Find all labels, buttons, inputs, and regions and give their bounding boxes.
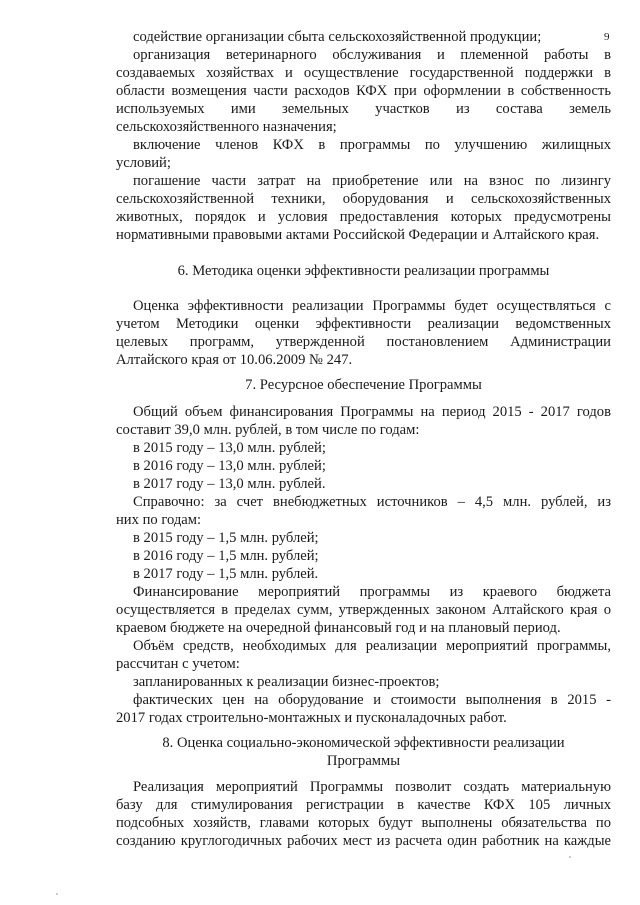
text-line: Общий объем финансирования Программы на период 2015 - 2017 годов	[133, 404, 611, 420]
text-line: в 2017 году – 13,0 млн. рублей.	[133, 476, 326, 492]
text-line: 2017 годах строительно-монтажных и пусконаладочных работ.	[116, 710, 507, 726]
section-heading: Программы	[326, 753, 401, 769]
text-line: в 2017 году – 1,5 млн. рублей.	[133, 566, 319, 582]
text-line: сельскохозяйственной техники, оборудования и сельскохозяйственных	[116, 191, 611, 207]
text-line: включение членов КФХ в программы по улучшению жилищных	[133, 137, 611, 153]
text-line: составит 39,0 млн. рублей, в том числе по годам:	[116, 422, 420, 438]
text-line: содействие организации сбыта сельскохозяйственной продукции;	[133, 29, 542, 45]
text-line: создаваемых хозяйствах и осуществление государственной поддержки в	[116, 65, 611, 81]
text-line: созданию круглогодичных рабочих мест из расчета один работник на каждые	[116, 833, 611, 849]
text-line: рассчитан с учетом:	[116, 656, 240, 672]
text-line: в 2016 году – 13,0 млн. рублей;	[133, 458, 326, 474]
text-line: животных, порядок и условия предоставления которых предусмотрены	[116, 209, 611, 225]
text-line: погашение части затрат на приобретение или на взнос по лизингу	[133, 173, 611, 189]
text-line: подсобных хозяйств, главами которых будут выполнены обязательства по	[116, 815, 611, 831]
text-line: Реализация мероприятий Программы позволит создать материальную	[133, 779, 611, 795]
section-heading: 8. Оценка социально-экономической эффективности реализации	[162, 735, 565, 751]
text-line: Финансирование мероприятий программы из краевого бюджета	[133, 584, 611, 600]
text-line: Алтайского края от 10.06.2009 № 247.	[116, 352, 353, 368]
text-line: Справочно: за счет внебюджетных источников – 4,5 млн. рублей, из	[133, 494, 611, 510]
text-line: в 2015 году – 1,5 млн. рублей;	[133, 530, 319, 546]
text-line: в 2015 году – 13,0 млн. рублей;	[133, 440, 326, 456]
text-line: условий;	[116, 155, 171, 171]
text-line: используемых ими земельных участков из состава земель	[116, 101, 611, 117]
text-line: базу для стимулирования регистрации в качестве КФХ 105 личных	[116, 797, 611, 813]
section-heading: 6. Методика оценки эффективности реализации программы	[177, 263, 550, 279]
text-line: организация ветеринарного обслуживания и племенной работы в	[133, 47, 611, 63]
text-line: них по годам:	[116, 512, 202, 528]
text-line: области возмещения части расходов КФХ при оформлении в собственность	[116, 83, 611, 99]
text-line: Оценка эффективности реализации Программы будет осуществляться с	[133, 298, 611, 314]
section-heading: 7. Ресурсное обеспечение Программы	[245, 377, 482, 393]
text-line: сельскохозяйственного назначения;	[116, 119, 337, 135]
text-line: целевых программ, утвержденной постановлением Администрации	[116, 334, 611, 350]
text-line: Объём средств, необходимых для реализации мероприятий программы,	[133, 638, 611, 654]
text-line: запланированных к реализации бизнес-проектов;	[133, 674, 440, 690]
text-line: в 2016 году – 1,5 млн. рублей;	[133, 548, 319, 564]
page-number: 9	[604, 31, 610, 43]
text-line: осуществляется в пределах сумм, утвержденных законом Алтайского края о	[116, 602, 611, 618]
text-line: фактических цен на оборудование и стоимости выполнения в 2015 -	[133, 692, 611, 708]
text-line: нормативными правовыми актами Российской Федерации и Алтайского края.	[116, 227, 600, 243]
scan-speck	[56, 893, 58, 895]
text-line: учетом Методики оценки эффективности реализации ведомственных	[116, 316, 611, 332]
scan-speck	[569, 856, 571, 858]
text-line: краевом бюджете на очередной финансовый год и на плановый период.	[116, 620, 561, 636]
